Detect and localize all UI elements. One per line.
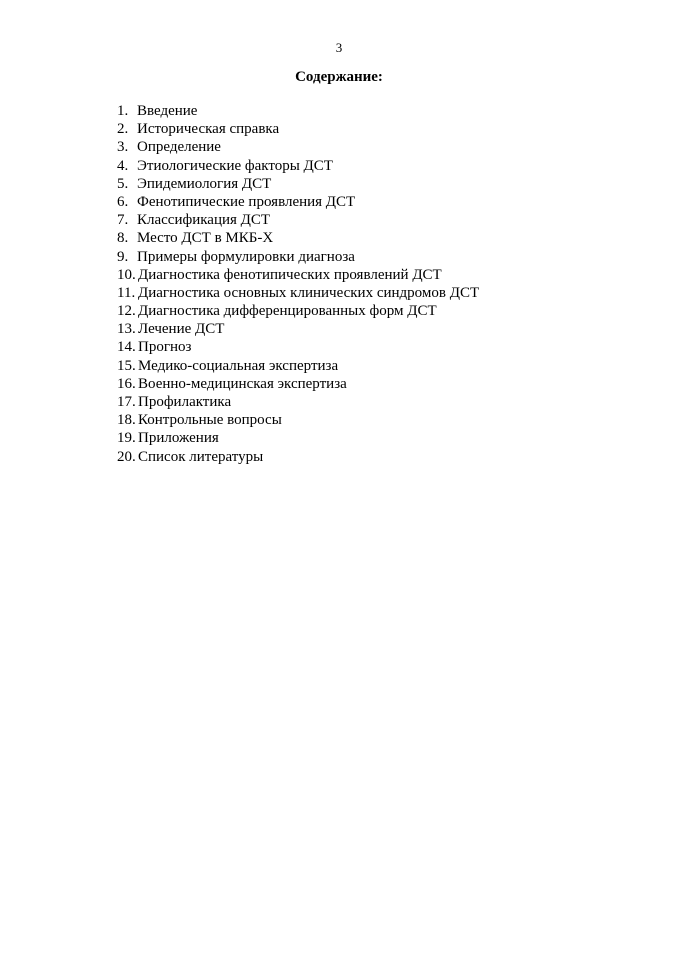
toc-heading: Содержание: bbox=[295, 69, 383, 85]
toc-item-number: 18. bbox=[117, 412, 136, 429]
toc-item-label: Этиологические факторы ДСТ bbox=[137, 157, 333, 174]
toc-item bbox=[117, 320, 637, 338]
toc-item-label: Прогноз bbox=[138, 339, 192, 356]
page-number: 3 bbox=[335, 40, 343, 55]
toc-item-number: 9. bbox=[117, 248, 129, 265]
toc-item-number: 20. bbox=[117, 448, 136, 465]
toc-item bbox=[117, 284, 637, 302]
toc-item-label: Эпидемиология ДСТ bbox=[137, 175, 272, 192]
toc-item-label: Диагностика фенотипических проявлений ДСТ bbox=[138, 266, 442, 283]
toc-item bbox=[117, 393, 637, 411]
toc-item-number: 1. bbox=[117, 103, 129, 119]
toc-item bbox=[117, 229, 637, 247]
toc-item bbox=[117, 248, 637, 266]
toc-item-label: Фенотипические проявления ДСТ bbox=[137, 193, 356, 210]
toc-item-number: 15. bbox=[117, 357, 136, 374]
toc-item bbox=[117, 411, 637, 429]
toc-item-label: Контрольные вопросы bbox=[138, 412, 282, 429]
toc-item-label: Примеры формулировки диагноза bbox=[137, 248, 355, 265]
toc-item-label: Медико-социальная экспертиза bbox=[138, 357, 339, 374]
toc-item bbox=[117, 448, 637, 466]
toc-item bbox=[117, 266, 637, 284]
toc-item-number: 16. bbox=[117, 375, 136, 392]
toc-item-label: Введение bbox=[137, 103, 198, 119]
toc-item-number: 17. bbox=[117, 394, 136, 410]
toc-item bbox=[117, 429, 637, 447]
toc-item-number: 6. bbox=[117, 193, 129, 210]
toc-item-label: Классификация ДСТ bbox=[137, 212, 271, 229]
toc-item-number: 4. bbox=[117, 157, 129, 174]
toc-item bbox=[117, 357, 637, 375]
toc-item bbox=[117, 175, 637, 193]
toc-item bbox=[117, 193, 637, 211]
toc-item-label: Место ДСТ в МКБ-Х bbox=[137, 230, 274, 247]
toc-item-number: 3. bbox=[117, 139, 129, 156]
toc-item bbox=[117, 120, 637, 138]
toc-item-number: 19. bbox=[117, 430, 136, 447]
toc-item-number: 11. bbox=[117, 284, 136, 301]
toc-item-label: Список литературы bbox=[138, 448, 264, 465]
toc-item bbox=[117, 302, 637, 320]
toc-item-label: Профилактика bbox=[138, 394, 232, 410]
toc-item-label: Историческая справка bbox=[137, 121, 280, 138]
toc-item-label: Диагностика дифференцированных форм ДСТ bbox=[138, 303, 437, 320]
toc-item-number: 5. bbox=[117, 175, 129, 192]
toc-item bbox=[117, 211, 637, 229]
toc-item-number: 13. bbox=[117, 321, 136, 338]
toc-item-label: Лечение ДСТ bbox=[138, 321, 225, 338]
toc-item bbox=[117, 157, 637, 175]
toc-item-number: 12. bbox=[117, 303, 136, 320]
toc-item bbox=[117, 102, 637, 120]
table-of-contents bbox=[117, 102, 637, 466]
toc-item bbox=[117, 138, 637, 156]
toc-item bbox=[117, 375, 637, 393]
toc-item-label: Военно-медицинская экспертиза bbox=[138, 375, 347, 392]
toc-item-label: Приложения bbox=[138, 430, 219, 447]
toc-item bbox=[117, 338, 637, 356]
toc-item-label: Диагностика основных клинических синдромов ДСТ bbox=[138, 284, 480, 301]
toc-item-number: 14. bbox=[117, 339, 136, 356]
toc-item-number: 7. bbox=[117, 212, 129, 229]
toc-item-number: 10. bbox=[117, 266, 136, 283]
toc-item-number: 2. bbox=[117, 121, 129, 138]
toc-item-number: 8. bbox=[117, 230, 129, 247]
toc-item-label: Определение bbox=[137, 139, 221, 156]
